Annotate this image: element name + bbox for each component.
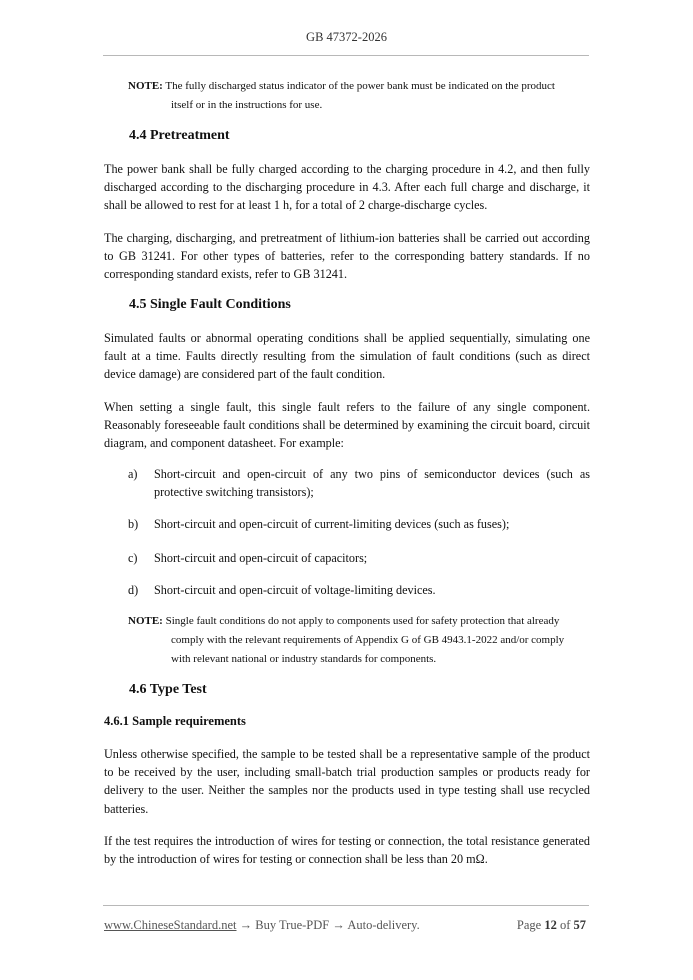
page-word: Page — [516, 918, 542, 932]
list-item — [128, 465, 590, 501]
note-text-line1: The fully discharged status indicator of the power bank must be indicated on the product — [165, 80, 555, 92]
list-item-text: Short-circuit and open-circuit of any two pins of semiconductor devices (such as protective switching transistors); — [154, 467, 590, 500]
arrow-right-icon: → — [332, 918, 345, 932]
site-link[interactable]: www.ChineseStandard.net — [104, 918, 237, 932]
list-item-label: d) — [128, 583, 139, 597]
list-item-label: a) — [128, 467, 138, 481]
paragraph-single-fault-definition: When setting a single fault, this single fault refers to the failure of any single component. Reasonably foreseeable fault conditions shall be determined by examining the circuit board, circuit diagram, and component datasheet. For example: — [104, 400, 590, 451]
note-single-fault-exemption — [128, 612, 590, 669]
list-item-text: Short-circuit and open-circuit of capacitors; — [154, 551, 368, 565]
list-item-label: c) — [128, 551, 138, 565]
note-text-line1: Single fault conditions do not apply to components used for safety protection that already — [165, 615, 560, 627]
subsection-heading-4-6-1: 4.6.1 Sample requirements — [104, 714, 246, 728]
footer-promo — [104, 918, 420, 933]
paragraph-lithium-ion-standards: The charging, discharging, and pretreatment of lithium-ion batteries shall be carried out according to GB 31241. For other types of batteries, refer to the corresponding battery standards. If no corresponding standard exists, refer to GB 31241. — [104, 231, 590, 282]
paragraph-sample-requirements: Unless otherwise specified, the sample to be tested shall be a representative sample of the product to be received by the user, including small-batch trial production samples or products ready for delivery to the user. Neither the samples nor the products used in type testing shall use recycled batteries. — [104, 747, 590, 816]
list-item-label: b) — [128, 517, 139, 531]
list-item-text: Short-circuit and open-circuit of voltage-limiting devices. — [154, 583, 436, 597]
section-heading-4-4: 4.4 Pretreatment — [129, 128, 230, 143]
paragraph-wire-resistance: If the test requires the introduction of wires for testing or connection, the total resistance generated by the introduction of wires for testing or connection shall be less than 20 mΩ. — [104, 834, 590, 867]
list-item-text: Short-circuit and open-circuit of current-limiting devices (such as fuses); — [154, 517, 510, 531]
section-heading-4-5: 4.5 Single Fault Conditions — [129, 297, 291, 312]
section-heading-4-6: 4.6 Type Test — [129, 682, 207, 697]
list-item — [128, 549, 590, 567]
auto-delivery-text: Auto-delivery. — [347, 918, 420, 932]
note-label: NOTE: — [128, 80, 163, 92]
note-fully-discharged — [128, 77, 590, 115]
list-item — [128, 515, 590, 533]
total-pages: 57 — [573, 918, 586, 932]
of-word: of — [559, 918, 571, 932]
paragraph-simulated-faults: Simulated faults or abnormal operating conditions shall be applied sequentially, simulating one fault at a time. Faults directly resulting from the simulation of fault conditions (such as direct device damage) are considered part of the fault condition. — [104, 331, 590, 382]
note-label: NOTE: — [128, 615, 163, 627]
list-item — [128, 581, 590, 599]
header-rule — [103, 55, 589, 56]
footer-rule — [103, 905, 589, 906]
note-text-line3: with relevant national or industry standards for components. — [171, 653, 437, 665]
current-page: 12 — [544, 918, 557, 932]
page-number — [517, 918, 586, 933]
buy-true-pdf-text: Buy True-PDF — [255, 918, 330, 932]
note-text-line2: itself or in the instructions for use. — [171, 99, 323, 111]
page-header-standard-id: GB 47372-2026 — [306, 30, 387, 44]
note-text-line2: comply with the relevant requirements of Appendix G of GB 4943.1-2022 and/or comply — [171, 634, 565, 646]
arrow-right-icon: → — [239, 918, 253, 932]
paragraph-pretreatment-cycles: The power bank shall be fully charged according to the charging procedure in 4.2, and then fully discharged according to the discharging procedure in 4.3. After each full charge and discharge, it shall be allowed to rest for at least 1 h, for a total of 2 charge-discharge cycles. — [104, 162, 590, 213]
